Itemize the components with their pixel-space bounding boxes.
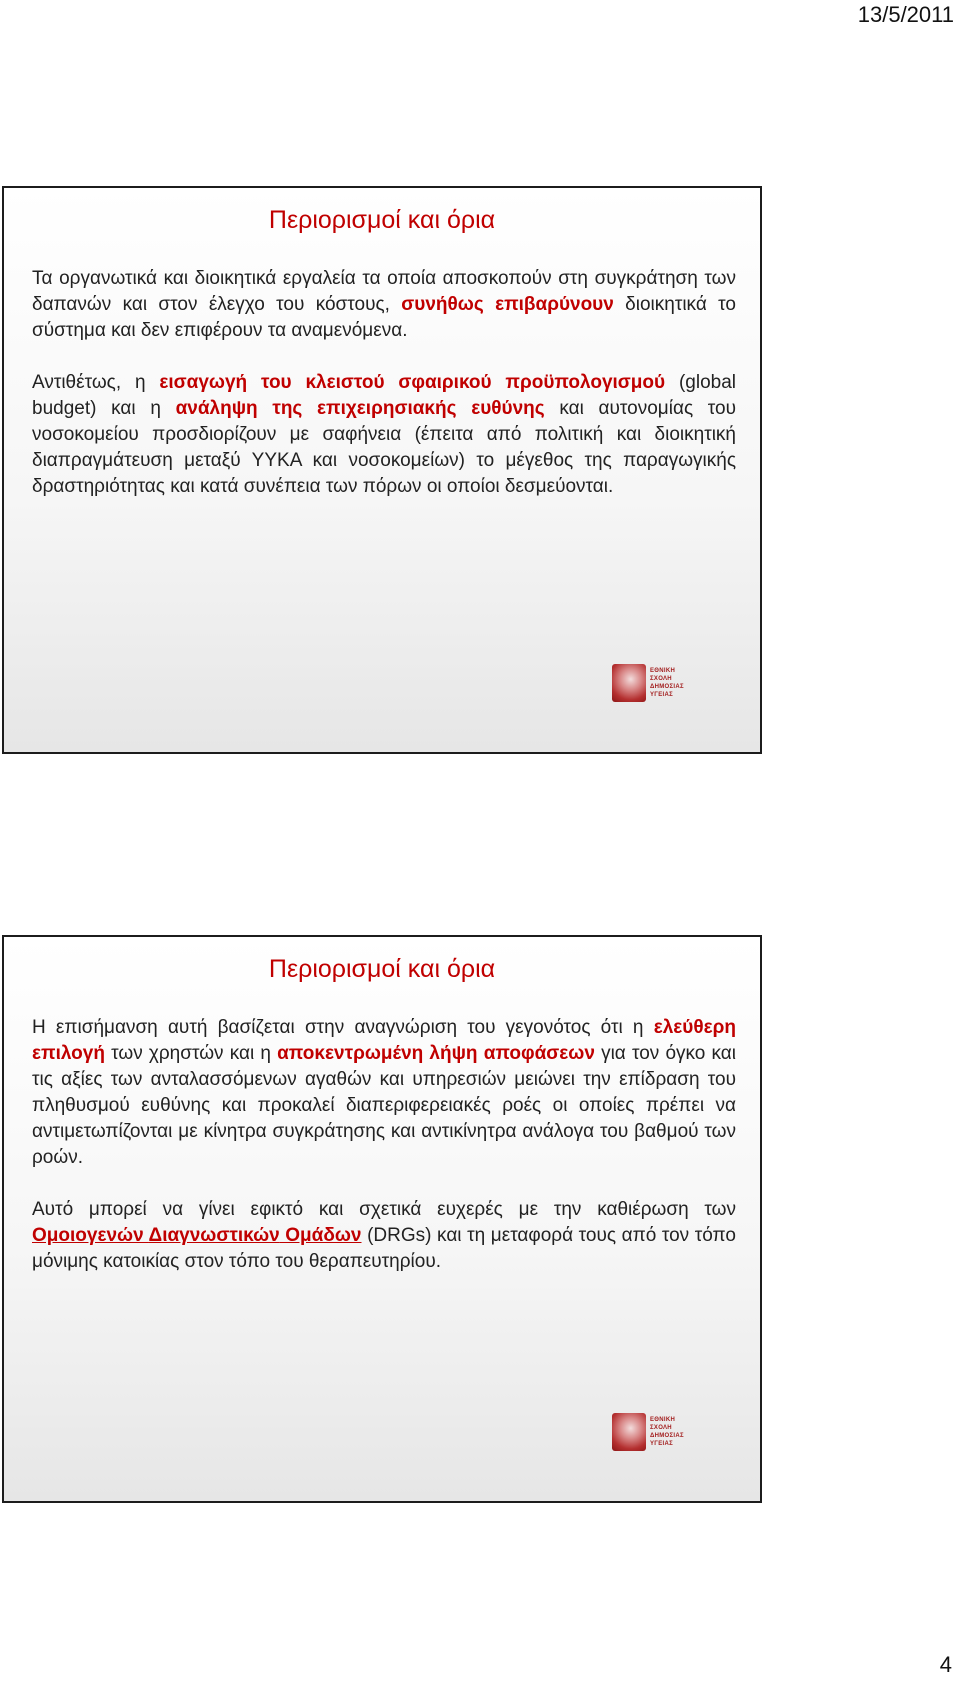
page-number: 4 — [939, 1652, 952, 1677]
logo-text: ΔΗΜΟΣΙΑΣ — [650, 1432, 684, 1439]
logo-text: ΕΘΝΙΚΗ — [650, 667, 676, 674]
highlight-text: ελεύθερη επιλογή — [32, 1017, 736, 1064]
highlight-text: εισαγωγή του κλειστού σφαιρικού προϋπολογισμού — [159, 372, 666, 393]
slide-body — [32, 1015, 736, 1301]
paragraph — [32, 370, 736, 500]
highlight-text: ανάληψη της επιχειρησιακής ευθύνης — [175, 398, 545, 419]
logo-text: ΥΓΕΙΑΣ — [650, 691, 674, 698]
text-run: διοικητικά το σύστημα και δεν επιφέρουν τα αναμενόμενα. — [32, 294, 736, 341]
text-run: Αυτό μπορεί να γίνει εφικτό και σχετικά ευχερές με την καθιέρωση των — [32, 1199, 736, 1220]
text-run: Η επισήμανση αυτή βασίζεται στην αναγνώριση του γεγονότος ότι η — [32, 1017, 654, 1038]
text-run: Αντιθέτως, η — [32, 372, 160, 393]
highlight-text: Ομοιογενών — [32, 1225, 149, 1246]
text-run: των χρηστών και η — [104, 1043, 278, 1064]
school-logo — [612, 1413, 704, 1451]
logo-text: ΣΧΟΛΗ — [650, 1424, 672, 1431]
text-run: Τα οργανωτικά και διοικητικά εργαλεία τα οποία αποσκοπούν στη συγκράτηση των δαπανών και στον έλεγχο του κόστους, — [32, 268, 736, 315]
text-run: (DRGs) και τη μεταφορά τους από τον τόπο μόνιμης κατοικίας στον τόπο του θεραπευτηρίου. — [32, 1225, 736, 1272]
header-date: 13/5/2011 — [857, 2, 954, 27]
text-run: και αυτονομίας του νοσοκομείου προσδιορίζουν με σαφήνεια (έπειτα από πολιτική και διοικητική διαπραγμάτευση μεταξύ ΥΥΚΑ και νοσοκομείων) το μέγεθος της παραγωγικής δραστηριότητας και κατά συνέπεια των πόρων οι οποίοι δεσμεύονται. — [32, 398, 736, 497]
slide-1 — [2, 186, 762, 754]
logo-emblem-icon — [612, 664, 646, 702]
highlight-text: συνήθως επιβαρύνουν — [401, 294, 614, 315]
paragraph — [32, 1197, 736, 1275]
text-run: για τον όγκο και τις αξίες των ανταλασσόμενων αγαθών και υπηρεσιών μειώνει την επίδραση του πληθυσμού ευθύνης και προκαλεί διαπεριφερειακές ροές οι οποίες πρέπει να αντιμετωπίζονται με κίνητρα συγκράτησης και αντικίνητρα ανάλογα του βαθμού των ροών. — [32, 1043, 736, 1168]
highlight-text: Διαγνωστικών — [148, 1225, 280, 1246]
text-run: (global budget) και η — [32, 372, 736, 419]
paragraph — [32, 1015, 736, 1171]
highlight-text: Ομάδων — [279, 1225, 362, 1246]
logo-text: ΔΗΜΟΣΙΑΣ — [650, 683, 684, 690]
school-logo — [612, 664, 704, 702]
logo-text: ΣΧΟΛΗ — [650, 675, 672, 682]
slide-title: Περιορισμοί και όρια — [268, 206, 496, 234]
logo-text: ΥΓΕΙΑΣ — [650, 1440, 674, 1447]
paragraph — [32, 266, 736, 344]
logo-text: ΕΘΝΙΚΗ — [650, 1416, 676, 1423]
logo-emblem-icon — [612, 1413, 646, 1451]
highlight-text: αποκεντρωμένη λήψη αποφάσεων — [277, 1043, 595, 1064]
slide-title: Περιορισμοί και όρια — [268, 955, 496, 983]
slide-body — [32, 266, 736, 526]
slide-2 — [2, 935, 762, 1503]
